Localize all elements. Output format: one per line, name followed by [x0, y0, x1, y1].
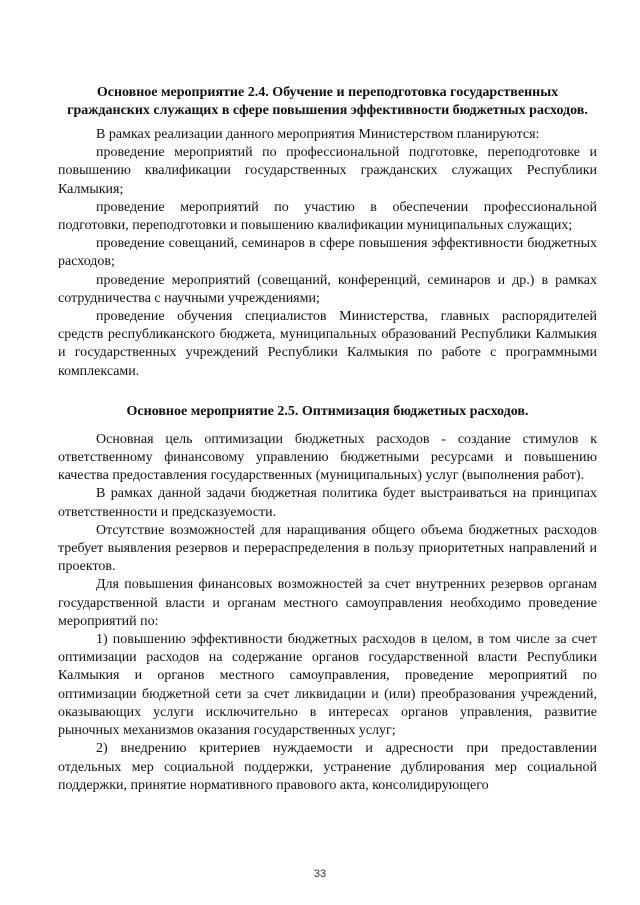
- page-number: 33: [313, 868, 327, 880]
- paragraph: проведение мероприятий (совещаний, конференций, семинаров и др.) в рамках сотрудничества с научными учреждениями;: [58, 272, 597, 306]
- section-2-5-heading: Основное мероприятие 2.5. Оптимизация бюджетных расходов.: [126, 403, 529, 419]
- paragraph: Отсутствие возможностей для наращивания общего объема бюджетных расходов требует выявления резервов и перераспределения в пользу приоритетных направлений и проектов.: [58, 522, 597, 575]
- paragraph: 1) повышению эффективности бюджетных расходов в целом, в том числе за счет оптимизации расходов на содержание органов государственной власти Республики Калмыкия и органов местного самоуправления, проведение мероприятий по оптимизации бюджетной сети за счет ликвидации и (или) преобразования учреждений, оказывающих услуги исключительно в интересах органов управления, развитие рыночных механизмов оказания государственных услуг;: [58, 632, 597, 739]
- paragraph: В рамках данной задачи бюджетная политика будет выстраиваться на принципах ответственности и предсказуемости.: [58, 486, 597, 520]
- paragraph: проведение обучения специалистов Министерства, главных распорядителей средств республиканского бюджета, муниципальных образований Республики Калмыкия и государственных учреждений Республики Калмыкия по работе с программными комплексами.: [58, 309, 597, 379]
- paragraph: проведение мероприятий по профессиональной подготовке, переподготовке и повышению квалификации государственных гражданских служащих Республики Калмыкия;: [58, 145, 597, 197]
- section-2-4-heading: Основное мероприятие 2.4. Обучение и переподготовка государственных гражданских служащих в сфере повышения эффективности бюджетных расходов.: [67, 85, 588, 118]
- paragraph: В рамках реализации данного мероприятия Министерством планируются:: [96, 127, 540, 142]
- section-2-5-body: [58, 431, 597, 795]
- section-2-4-body: [58, 126, 597, 381]
- paragraph: Основная цель оптимизации бюджетных расходов - создание стимулов к ответственному финансовому управлению бюджетными ресурсами и повышению качества предоставления государственных (муниципальных) услуг (выполнения работ).: [58, 431, 597, 484]
- paragraph: проведение мероприятий по участию в обеспечении профессиональной подготовки, переподготовки и повышению квалификации муниципальных служащих;: [58, 199, 597, 234]
- paragraph: 2) внедрению критериев нуждаемости и адресности при предоставлении отдельных мер социальной поддержки, устранение дублирования мер социальной поддержки, принятие нормативного правового акта, консолидирующего: [58, 741, 597, 793]
- paragraph: проведение совещаний, семинаров в сфере повышения эффективности бюджетных расходов;: [58, 236, 597, 270]
- paragraph: Для повышения финансовых возможностей за счет внутренних резервов органам государственной власти и органам местного самоуправления необходимо проведение мероприятий по:: [58, 577, 597, 629]
